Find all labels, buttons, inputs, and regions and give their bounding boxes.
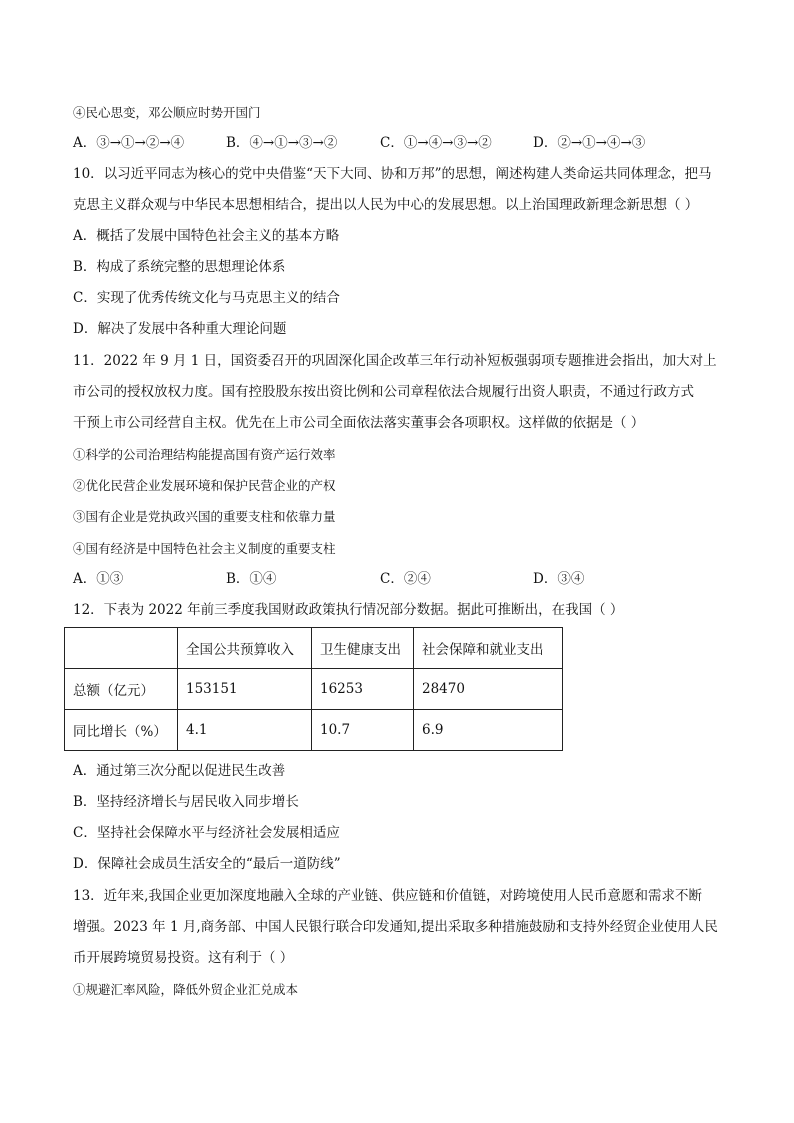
- q11-stem-line-2: 市公司的授权放权力度。国有控股股东按出资比例和公司章程依法合规履行出资人职责，不通过行政方式: [73, 384, 694, 400]
- table-cell: 28470: [414, 669, 563, 710]
- q13-stem-line-1: 13．近年来,我国企业更加深度地融入全球的产业链、供应链和价值链，对跨境使用人民币意愿和需求不断: [73, 888, 702, 904]
- q13-item-1: ①规避汇率风险，降低外贸企业汇兑成本: [73, 982, 299, 997]
- table-row: [65, 710, 563, 751]
- q11-option-a[interactable]: A．①③: [73, 571, 124, 587]
- table-header-cell: 社会保障和就业支出: [414, 628, 563, 669]
- q11-option-b[interactable]: B．①④: [226, 571, 277, 587]
- table-header-cell: 卫生健康支出: [312, 628, 414, 669]
- q12-option-b[interactable]: B．坚持经济增长与居民收入同步增长: [73, 794, 299, 810]
- q13-stem-line-3: 币开展跨境贸易投资。这有利于（ ）: [73, 950, 294, 966]
- table-cell: 总额（亿元）: [65, 669, 178, 710]
- table-cell: 同比增长（%）: [65, 710, 178, 751]
- table-cell: 16253: [312, 669, 414, 710]
- q10-option-d[interactable]: D．解决了发展中各种重大理论问题: [73, 321, 287, 337]
- q10-stem-line-1: 10．以习近平同志为核心的党中央借鉴“天下大同、协和万邦”的思想，阐述构建人类命运共同体理念，把马: [73, 166, 712, 182]
- table-header-row: [65, 628, 563, 669]
- q11-item-3: ③国有企业是党执政兴国的重要支柱和依靠力量: [73, 509, 336, 524]
- q11-item-4: ④国有经济是中国特色社会主义制度的重要支柱: [73, 541, 336, 556]
- q12-stem: 12．下表为 2022 年前三季度我国财政政策执行情况部分数据。据此可推断出，在我国（ ）: [73, 602, 624, 618]
- q12-option-c[interactable]: C．坚持社会保障水平与经济社会发展相适应: [73, 825, 340, 841]
- q10-option-c[interactable]: C．实现了优秀传统文化与马克思主义的结合: [73, 290, 340, 306]
- q11-stem-line-3: 干预上市公司经营自主权。优先在上市公司全面依法落实董事会各项职权。这样做的依据是（ ）: [73, 415, 645, 431]
- table-cell: 10.7: [312, 710, 414, 751]
- q9-option-b[interactable]: B．④→①→③→②: [226, 135, 338, 151]
- table-cell: 153151: [178, 669, 312, 710]
- q9-option-c[interactable]: C．①→④→③→②: [380, 135, 492, 151]
- q11-option-c[interactable]: C．②④: [380, 571, 431, 587]
- fiscal-data-table: [64, 627, 563, 751]
- table-row: [65, 669, 563, 710]
- q10-stem-line-2: 克思主义群众观与中华民本思想相结合，提出以人民为中心的发展思想。以上治国理政新理念新思想（ ）: [73, 197, 699, 213]
- table-header-cell: 全国公共预算收入: [178, 628, 312, 669]
- q11-stem-line-1: 11．2022 年 9 月 1 日，国资委召开的巩固深化国企改革三年行动补短板强弱项专题推进会指出，加大对上: [73, 353, 717, 369]
- q12-option-d[interactable]: D．保障社会成员生活安全的“最后一道防线”: [73, 856, 341, 872]
- table-header-cell: [65, 628, 178, 669]
- q9-item-4: ④民心思变，邓公顺应时势开国门: [73, 105, 261, 120]
- q11-item-2: ②优化民营企业发展环境和保护民营企业的产权: [73, 478, 336, 493]
- table-cell: 6.9: [414, 710, 563, 751]
- q10-option-a[interactable]: A．概括了发展中国特色社会主义的基本方略: [73, 228, 340, 244]
- q9-option-d[interactable]: D．②→①→④→③: [533, 135, 646, 151]
- q11-option-d[interactable]: D．③④: [533, 571, 585, 587]
- q9-option-a[interactable]: A．③→①→②→④: [73, 135, 185, 151]
- q13-stem-line-2: 增强。2023 年 1 月,商务部、中国人民银行联合印发通知,提出采取多种措施鼓励和支持外经贸企业使用人民: [73, 919, 718, 935]
- table-cell: 4.1: [178, 710, 312, 751]
- q11-item-1: ①科学的公司治理结构能提高国有资产运行效率: [73, 447, 336, 462]
- q12-option-a[interactable]: A．通过第三次分配以促进民生改善: [73, 763, 286, 779]
- q10-option-b[interactable]: B．构成了系统完整的思想理论体系: [73, 259, 286, 275]
